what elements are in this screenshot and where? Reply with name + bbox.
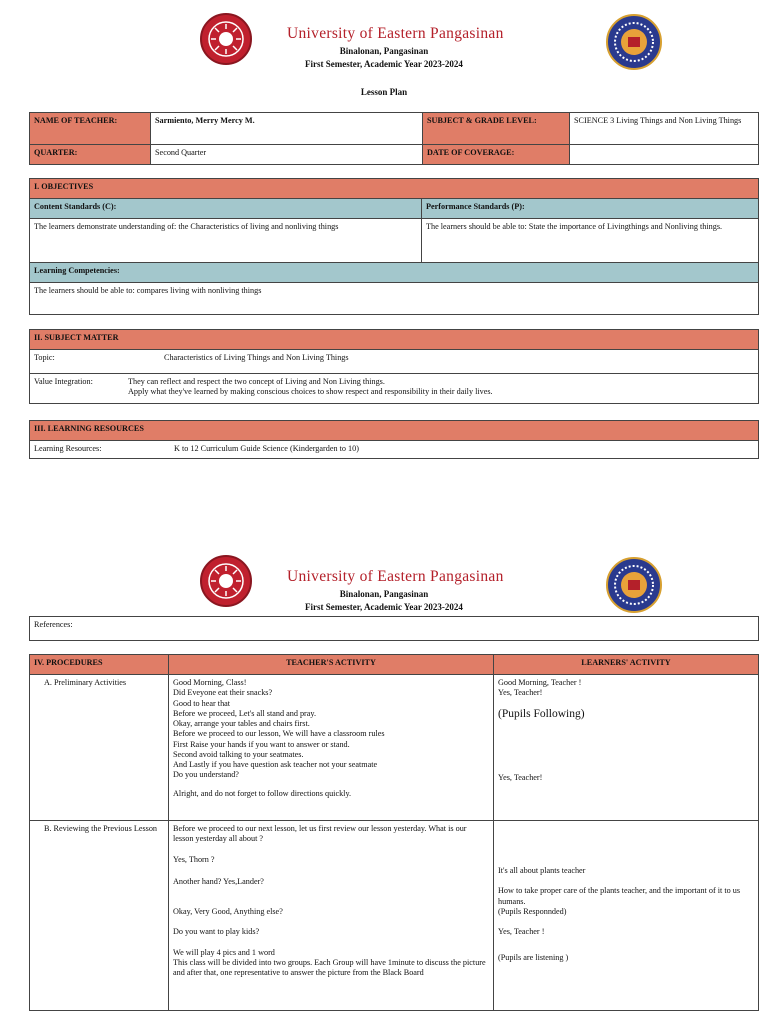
university-seal-left-2 [200, 555, 252, 607]
teacher-info-table [29, 112, 759, 165]
procedure-a-label: A. Preliminary Activities [30, 675, 169, 821]
objectives-table [29, 178, 759, 315]
objectives-heading: I. OBJECTIVES [30, 179, 759, 199]
topic-value: Characteristics of Living Things and Non Living Things [164, 353, 349, 362]
teacher-label: NAME OF TEACHER: [30, 113, 151, 145]
procedures-table [29, 654, 759, 1011]
university-seal-left [200, 13, 252, 65]
performance-standards-text: The learners should be able to: State the importance of Livingthings and Nonliving things. [422, 219, 759, 263]
content-standards-label: Content Standards (C): [30, 199, 422, 219]
coverage-label: DATE OF COVERAGE: [423, 145, 570, 165]
procedure-b-teacher-5: Do you want to play kids? [173, 927, 260, 937]
resources-row [30, 441, 759, 459]
quarter-label: QUARTER: [30, 145, 151, 165]
learning-resources-table [29, 420, 759, 459]
procedure-a-teacher-extra: Alright, and do not forget to follow directions quickly. [173, 788, 352, 798]
competencies-label: Learning Competencies: [30, 263, 759, 283]
semester: First Semester, Academic Year 2023-2024 [305, 59, 463, 69]
learner-activity-heading: LEARNERS' ACTIVITY [494, 655, 759, 675]
procedure-a-learner-3: Yes, Teacher! [498, 772, 543, 782]
value-integration-line1: They can reflect and respect the two concept of Living and Non Living things. [128, 377, 385, 386]
procedure-a-learner [494, 675, 759, 821]
subject-matter-heading: II. SUBJECT MATTER [30, 330, 759, 350]
subject-label: SUBJECT & GRADE LEVEL: [423, 113, 570, 145]
university-name-2: University of Eastern Pangasinan [287, 568, 504, 585]
procedure-b-teacher-2: Yes, Thorn ? [173, 854, 215, 864]
university-name: University of Eastern Pangasinan [287, 25, 504, 42]
performance-standards-label: Performance Standards (P): [422, 199, 759, 219]
university-location: Binalonan, Pangasinan [339, 46, 429, 56]
document-title: Lesson Plan [360, 87, 408, 97]
topic-label: Topic: [34, 353, 55, 362]
resources-heading: III. LEARNING RESOURCES [30, 421, 759, 441]
value-integration-label: Value Integration: [34, 377, 93, 386]
procedure-b-label: B. Reviewing the Previous Lesson [30, 821, 169, 1011]
procedure-b-learner [494, 821, 759, 1011]
semester-2: First Semester, Academic Year 2023-2024 [305, 602, 463, 612]
procedure-b-teacher-3: Another hand? Yes,Lander? [173, 876, 264, 886]
subject-value: SCIENCE 3 Living Things and Non Living Things [570, 113, 759, 145]
resources-label: Learning Resources: [34, 444, 102, 453]
quarter-value: Second Quarter [151, 145, 423, 165]
topic-row [30, 350, 759, 374]
procedure-a-teacher [169, 675, 494, 821]
value-integration-line2: Apply what they've learned by making conscious choices to show respect and responsibility in their daily lives. [128, 387, 493, 397]
value-integration-row [30, 374, 759, 404]
competencies-text: The learners should be able to: compares living with nonliving things [30, 283, 759, 315]
procedure-b-teacher-6: We will play 4 pics and 1 word This class will be divided into two groups. Each Group will have 1minute to discuss the picture and after that, one representative to answer the picture from the Black Board [173, 947, 486, 977]
procedure-b-learner-4: (Pupils are listening ) [498, 953, 569, 963]
references-label: References: [30, 617, 759, 641]
references-table [29, 616, 759, 641]
procedure-b-teacher-4: Okay, Very Good, Anything else? [173, 907, 283, 916]
procedure-b-learner-1: It's all about plants teacher [498, 866, 586, 875]
procedure-b-learner-2: How to take proper care of the plants teacher, and the important of it to us humans. (Pupils Responnded) [498, 886, 741, 916]
resources-value: K to 12 Curriculum Guide Science (Kindergarden to 10) [174, 444, 359, 453]
teacher-value: Sarmiento, Merry Mercy M. [151, 113, 423, 145]
procedure-b-learner-3: Yes, Teacher ! [498, 927, 545, 936]
university-seal-right [606, 14, 662, 70]
procedure-a-learner-2: (Pupils Following) [498, 707, 585, 720]
university-location-2: Binalonan, Pangasinan [339, 589, 429, 599]
procedures-heading: IV. PROCEDURES [30, 655, 169, 675]
procedure-a-teacher-text: Good Morning, Class! Did Eveyone eat their snacks? Good to hear that Before we proceed, Let's all stand and pray. Okay, arrange your tables and chairs first. Before we proceed to our lesson, We will have a classroom rules First Raise your hands if you want to answer or stand. Second avoid talking to your seatmates. And Lastly if you have question ask teacher not your seatmate Do you understand? [173, 678, 385, 780]
procedure-a-learner-1: Good Morning, Teacher ! Yes, Teacher! [498, 678, 582, 698]
coverage-value [570, 145, 759, 165]
university-seal-right-2 [606, 557, 662, 613]
subject-matter-table [29, 329, 759, 404]
teacher-activity-heading: TEACHER'S ACTIVITY [169, 655, 494, 675]
procedure-b-teacher [169, 821, 494, 1011]
content-standards-text: The learners demonstrate understanding of: the Characteristics of living and nonliving things [30, 219, 422, 263]
procedure-b-teacher-1: Before we proceed to our next lesson, let us first review our lesson yesterday. What is our lesson yesterday all about ? [173, 824, 467, 844]
